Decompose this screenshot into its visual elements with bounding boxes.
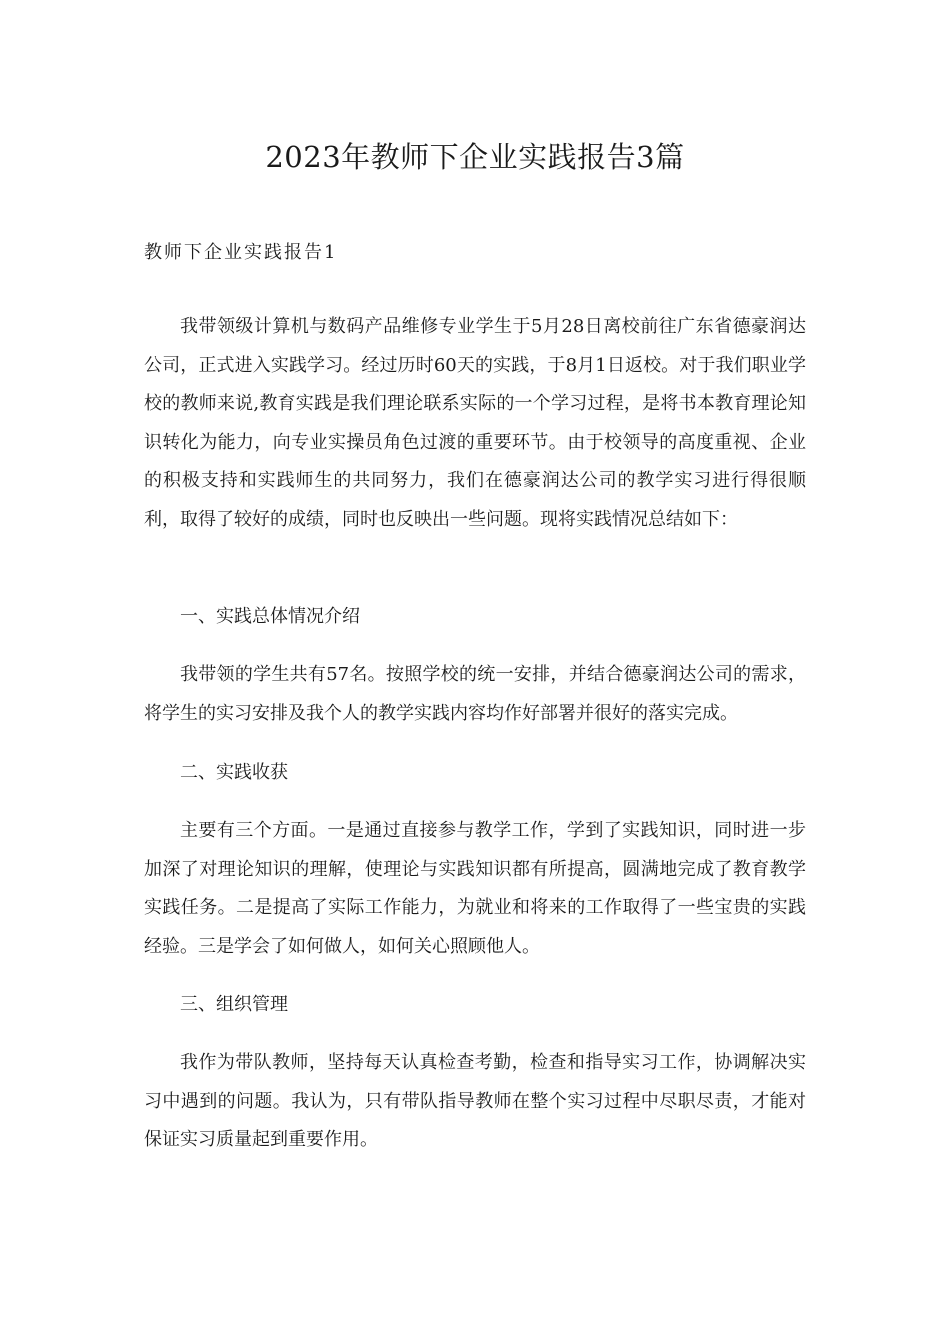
section-heading-1: 一、实践总体情况介绍	[180, 606, 360, 627]
section1-paragraph-block	[144, 656, 806, 733]
section3-paragraph: 我作为带队教师，坚持每天认真检查考勤，检查和指导实习工作，协调解决实习中遇到的问题。我认为，只有带队指导教师在整个实习过程中尽职尽责，才能对保证实习质量起到重要作用。	[144, 1052, 806, 1150]
intro-paragraph: 我带领级计算机与数码产品维修专业学生于5月28日离校前往广东省德豪润达公司，正式进入实践学习。经过历时60天的实践，于8月1日返校。对于我们职业学校的教师来说,教育实践是我们理论联系实际的一个学习过程，是将书本教育理论知识转化为能力，向专业实操员角色过渡的重要环节。由于校领导的高度重视、企业的积极支持和实践师生的共同努力，我们在德豪润达公司的教学实习进行得很顺利，取得了较好的成绩，同时也反映出一些问题。现将实践情况总结如下：	[144, 316, 806, 530]
intro-paragraph-block	[144, 308, 806, 539]
document-title: 2023年教师下企业实践报告3篇	[265, 140, 685, 174]
section2-paragraph: 主要有三个方面。一是通过直接参与教学工作，学到了实践知识，同时进一步加深了对理论知识的理解，使理论与实践知识都有所提高，圆满地完成了教育教学实践任务。二是提高了实际工作能力，为就业和将来的工作取得了一些宝贵的实践经验。三是学会了如何做人，如何关心照顾他人。	[144, 820, 806, 957]
section-heading-3: 三、组织管理	[180, 994, 288, 1015]
section3-paragraph-block	[144, 1044, 806, 1160]
section-heading-2: 二、实践收获	[180, 762, 288, 783]
section1-paragraph: 我带领的学生共有57名。按照学校的统一安排，并结合德豪润达公司的需求，将学生的实习安排及我个人的教学实践内容均作好部署并很好的落实完成。	[144, 664, 806, 724]
section2-paragraph-block	[144, 812, 806, 966]
report-subtitle: 教师下企业实践报告1	[144, 242, 338, 263]
